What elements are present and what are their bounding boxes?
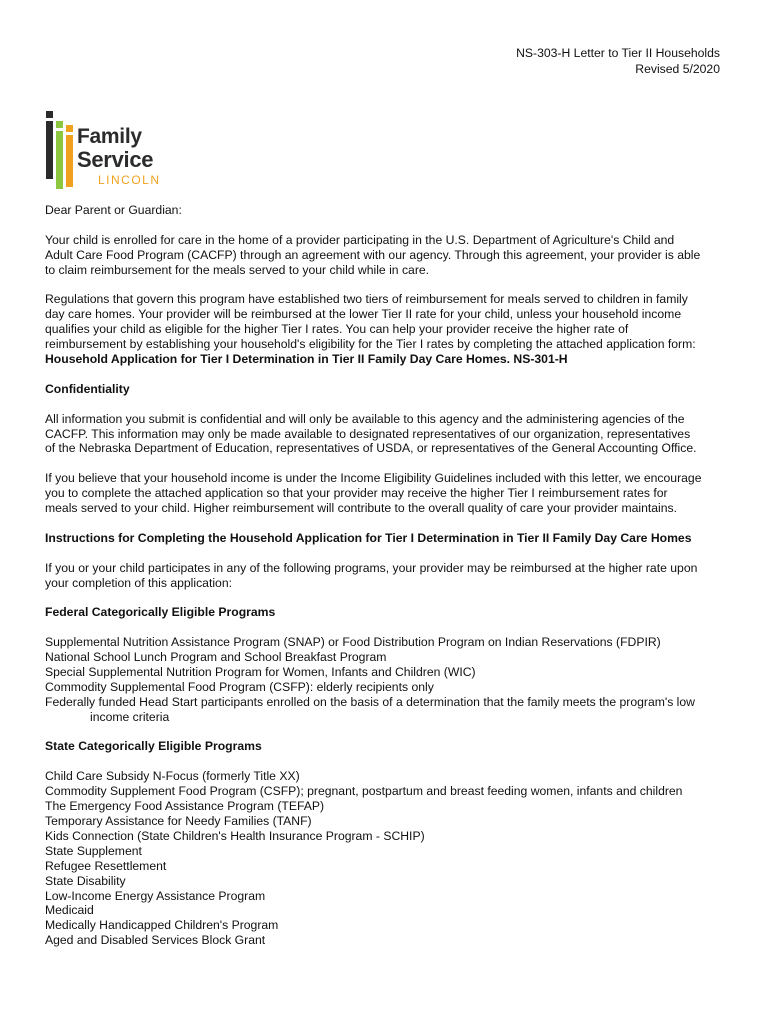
list-item: Medicaid	[45, 903, 94, 918]
federal-programs-list	[45, 635, 735, 724]
letter-body	[45, 203, 735, 948]
logo-family-text: Family	[77, 125, 142, 148]
list-item: Child Care Subsidy N-Focus (formerly Title XX)	[45, 769, 300, 784]
list-item: Special Supplemental Nutrition Program for Women, Infants and Children (WIC)	[45, 664, 476, 679]
list-item: Refugee Resettlement	[45, 858, 167, 873]
text-line: Regulations that govern this program have established two tiers of reimbursement for meals served to children in family	[45, 292, 688, 307]
list-item: The Emergency Food Assistance Program (TEFAP)	[45, 799, 325, 814]
list-item: State Disability	[45, 873, 126, 888]
application-form-title: Household Application for Tier I Determination in Tier II Family Day Care Homes. NS-301-H	[45, 352, 568, 367]
paragraph-regulations	[45, 292, 735, 367]
list-item: Kids Connection (State Children's Health Insurance Program - SCHIP)	[45, 828, 425, 843]
federal-programs-heading: Federal Categorically Eligible Programs	[45, 605, 276, 620]
list-item: Temporary Assistance for Needy Families (TANF)	[45, 813, 312, 828]
document-header	[516, 46, 720, 77]
list-item: Low-Income Energy Assistance Program	[45, 888, 266, 903]
text-line: qualifies your child as eligible for the higher Tier I rates. You can help your provider receive the higher rate of	[45, 322, 629, 337]
text-line: CACFP. This information may only be made available to designated representatives of our organization, representatives	[45, 426, 691, 441]
state-programs-list	[45, 769, 735, 948]
state-programs-heading: State Categorically Eligible Programs	[45, 739, 262, 754]
list-item: Supplemental Nutrition Assistance Program (SNAP) or Food Distribution Program on Indian Reservations (FDPIR)	[45, 635, 661, 650]
logo-lincoln-text: LINCOLN	[98, 173, 161, 187]
salutation: Dear Parent or Guardian:	[45, 203, 182, 217]
list-item: Commodity Supplemental Food Program (CSFP): elderly recipients only	[45, 679, 434, 694]
text-line: to claim reimbursement for the meals served to your child while in care.	[45, 262, 430, 277]
list-item: Commodity Supplement Food Program (CSFP); pregnant, postpartum and breast feeding women, infants and children	[45, 784, 683, 799]
text-line: If you believe that your household income is under the Income Eligibility Guidelines included with this letter, we encourage	[45, 471, 702, 486]
text-line: Adult Care Food Program (CACFP) through an agreement with our agency. Through this agreement, your provider is able	[45, 247, 701, 262]
list-item: National School Lunch Program and School Breakfast Program	[45, 650, 387, 665]
text-line: of the Nebraska Department of Education, representatives of USDA, or representatives of the General Accounting Office.	[45, 441, 697, 456]
list-item: Medically Handicapped Children's Program	[45, 918, 279, 933]
instructions-heading: Instructions for Completing the Household Application for Tier I Determination in Tier II Family Day Care Homes	[45, 530, 692, 545]
text-line: day care homes. Your provider will be reimbursed at the lower Tier II rate for your child, unless your household income	[45, 307, 682, 322]
logo-service-text: Service	[77, 147, 154, 172]
revision-date: Revised 5/2020	[635, 61, 720, 76]
list-item: Aged and Disabled Services Block Grant	[45, 933, 266, 948]
text-line: you to complete the attached application so that your provider may receive the higher Tier I reimbursement rates for	[45, 486, 668, 501]
text-line: Your child is enrolled for care in the home of a provider participating in the U.S. Department of Agriculture's Child and	[45, 232, 675, 247]
paragraph-participation	[45, 561, 735, 591]
text-line: meals served to your child. Higher reimbursement will contribute to the overall quality of care your provider maintains.	[45, 501, 678, 516]
paragraph-confidentiality	[45, 412, 735, 457]
confidentiality-heading: Confidentiality	[45, 381, 130, 396]
list-item-continuation: income criteria	[90, 709, 170, 724]
paragraph-income	[45, 471, 735, 516]
list-item: State Supplement	[45, 843, 142, 858]
list-item: Federally funded Head Start participants enrolled on the basis of a determination that the family meets the program's low	[45, 694, 695, 709]
text-line: reimbursement by establishing your household's eligibility for the Tier I rates by completing the attached application form:	[45, 337, 696, 352]
text-line: If you or your child participates in any of the following programs, your provider may be reimbursed at the higher rate upon	[45, 560, 698, 575]
family-service-lincoln-logo	[44, 111, 184, 189]
form-number: NS-303-H Letter to Tier II Households	[516, 46, 720, 60]
text-line: All information you submit is confidential and will only be available to this agency and the administering agencies of the	[45, 411, 685, 426]
text-line: your completion of this application:	[45, 575, 232, 590]
paragraph-enrollment	[45, 233, 735, 278]
